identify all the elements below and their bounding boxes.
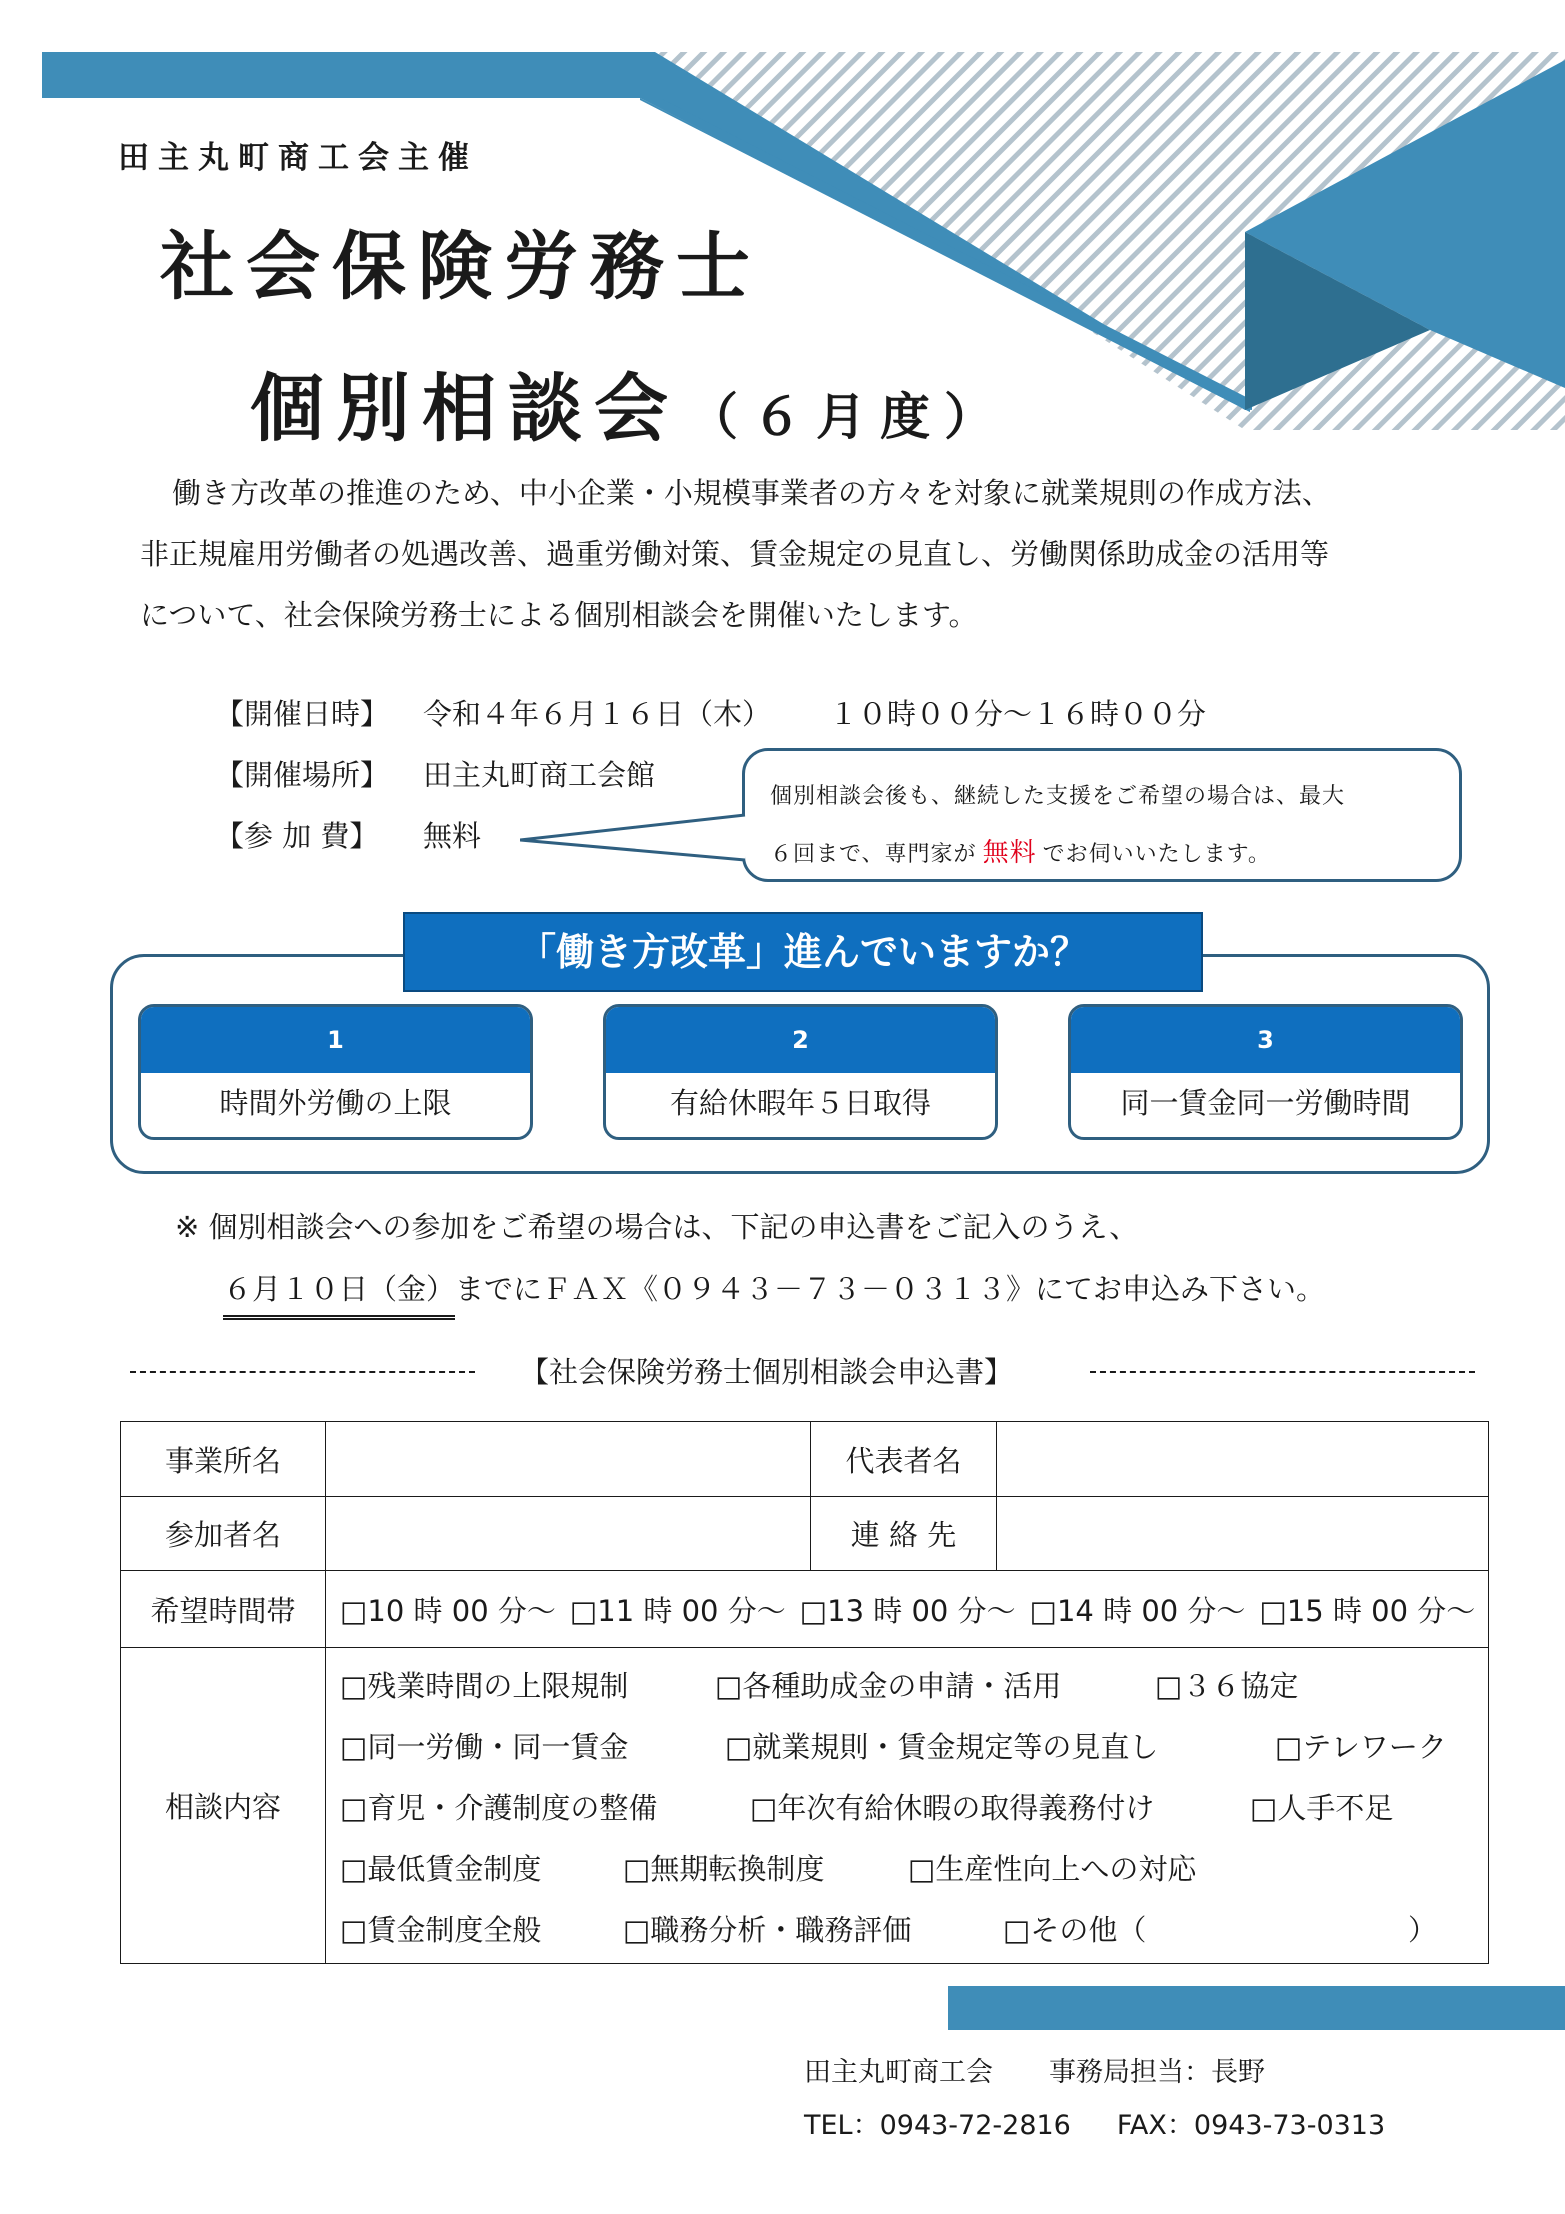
- callout-pointer: [520, 810, 750, 870]
- subtitle-main: 個別相談会: [250, 366, 680, 452]
- consult-option[interactable]: □無期転換制度: [623, 1852, 825, 1886]
- time-options: [326, 1571, 1489, 1648]
- venue-value: 田主丸町商工会館: [423, 758, 656, 792]
- consult-option[interactable]: □生産性向上への対応: [908, 1852, 1197, 1886]
- consult-row: [340, 1656, 1488, 1717]
- consult-option-other[interactable]: □その他（: [1003, 1913, 1147, 1947]
- footer-line: [804, 2046, 1385, 2099]
- consult-option[interactable]: □育児・介護制度の整備: [340, 1791, 658, 1825]
- fax-instruction: までにＦＡＸ《０９４３－７３－０３１３》にてお申込み下さい。: [455, 1272, 1326, 1306]
- reform-card: [1068, 1004, 1463, 1140]
- consult-other-close: ）: [1408, 1913, 1438, 1947]
- card-text: 同一賃金同一労働時間: [1120, 1086, 1411, 1120]
- subtitle-month: （６月度）: [688, 388, 1008, 446]
- callout-line: [770, 825, 1450, 883]
- callout-line: 個別相談会後も、継続した支援をご希望の場合は、最大: [770, 784, 1346, 809]
- consult-option[interactable]: □職務分析・職務評価: [623, 1913, 912, 1947]
- notice-line: [175, 1258, 1325, 1320]
- deadline: ６月１０日（金）: [223, 1263, 455, 1320]
- card-number: 1: [141, 1007, 530, 1073]
- application-form: [120, 1421, 1489, 1964]
- footer-contact: [804, 2046, 1385, 2152]
- date-value: 令和４年６月１６日（木）: [423, 697, 772, 731]
- consult-option[interactable]: □人手不足: [1250, 1791, 1394, 1825]
- rep-input[interactable]: [997, 1422, 1489, 1497]
- event-fee: [215, 814, 481, 855]
- dash-line: [130, 1371, 475, 1373]
- time-option[interactable]: □10 時 00 分～: [340, 1593, 556, 1628]
- page-title: 社会保険労務士: [160, 224, 762, 310]
- contact-label: 連 絡 先: [811, 1497, 997, 1571]
- reform-card: [603, 1004, 998, 1140]
- venue-label: 【開催場所】: [215, 758, 390, 792]
- participant-label: 参加者名: [121, 1497, 326, 1571]
- form-title: 【社会保険労務士個別相談会申込書】: [520, 1355, 1014, 1389]
- contact-input[interactable]: [997, 1497, 1489, 1571]
- consult-option[interactable]: □最低賃金制度: [340, 1852, 542, 1886]
- participant-input[interactable]: [326, 1497, 811, 1571]
- consult-row: [340, 1778, 1488, 1839]
- office-input[interactable]: [326, 1422, 811, 1497]
- consult-option[interactable]: □賃金制度全般: [340, 1913, 542, 1947]
- footer-line: [804, 2099, 1385, 2152]
- card-text: 有給休暇年５日取得: [669, 1086, 931, 1120]
- notice: [175, 1196, 1325, 1320]
- time-option[interactable]: □15 時 00 分～: [1259, 1593, 1476, 1628]
- consult-option[interactable]: □就業規則・賃金規定等の見直し: [725, 1730, 1159, 1764]
- footer-staff: 事務局担当：長野: [1049, 2057, 1265, 2088]
- consult-row: [340, 1717, 1488, 1778]
- fee-label: 【参 加 費】: [215, 819, 379, 853]
- intro-line: 非正規雇用労働者の処遇改善、過重労働対策、賃金規定の見直し、労働関係助成金の活用等: [140, 537, 1330, 571]
- consult-label: 相談内容: [121, 1648, 326, 1964]
- callout-text: [770, 768, 1450, 883]
- callout-text-a: ６回まで、専門家が: [770, 842, 977, 867]
- consult-option[interactable]: □年次有給休暇の取得義務付け: [750, 1791, 1155, 1825]
- fee-value: 無料: [423, 819, 482, 853]
- dash-line: [1090, 1371, 1475, 1373]
- form-title-row: [130, 1350, 1475, 1394]
- consult-option[interactable]: □同一労働・同一賃金: [340, 1730, 629, 1764]
- organizer: 田主丸町商工会主催: [118, 140, 478, 176]
- card-number: 3: [1071, 1007, 1460, 1073]
- time-label: 希望時間帯: [121, 1571, 326, 1648]
- consult-row: [340, 1839, 1488, 1900]
- reform-card: [138, 1004, 533, 1140]
- time-value: １０時００分～１６時００分: [829, 697, 1207, 731]
- consult-row: [340, 1900, 1488, 1961]
- footer-tel: TEL：0943-72-2816: [804, 2110, 1071, 2141]
- time-option[interactable]: □11 時 00 分～: [569, 1593, 786, 1628]
- time-option[interactable]: □14 時 00 分～: [1029, 1593, 1246, 1628]
- intro-line: について、社会保険労務士による個別相談会を開催いたします。: [140, 598, 978, 632]
- notice-line: ※ 個別相談会への参加をご希望の場合は、下記の申込書をご記入のうえ、: [175, 1210, 1139, 1244]
- page-subtitle: [250, 350, 1008, 456]
- callout-free: 無料: [982, 838, 1037, 868]
- date-label: 【開催日時】: [215, 697, 390, 731]
- rep-label: 代表者名: [811, 1422, 997, 1497]
- event-date: [215, 692, 1206, 733]
- footer-bar: [948, 1986, 1565, 2030]
- callout-text-b: でお伺いいたします。: [1042, 842, 1271, 867]
- reform-header: 「働き方改革」進んでいますか？: [403, 912, 1203, 992]
- intro-line: 働き方改革の推進のため、中小企業・小規模事業者の方々を対象に就業規則の作成方法、: [172, 476, 1331, 510]
- card-number: 2: [606, 1007, 995, 1073]
- consult-options: [326, 1648, 1489, 1964]
- card-text: 時間外労働の上限: [219, 1086, 452, 1120]
- consult-option[interactable]: □各種助成金の申請・活用: [715, 1669, 1062, 1703]
- consult-option[interactable]: □残業時間の上限規制: [340, 1669, 629, 1703]
- consult-option[interactable]: □テレワーク: [1275, 1730, 1447, 1764]
- event-venue: [215, 753, 655, 794]
- footer-fax: FAX：0943-73-0313: [1116, 2110, 1386, 2141]
- consult-option[interactable]: □３６協定: [1155, 1669, 1299, 1703]
- footer-org: 田主丸町商工会: [804, 2057, 993, 2088]
- office-label: 事業所名: [121, 1422, 326, 1497]
- intro-text: [140, 463, 1460, 646]
- time-option[interactable]: □13 時 00 分～: [799, 1593, 1016, 1628]
